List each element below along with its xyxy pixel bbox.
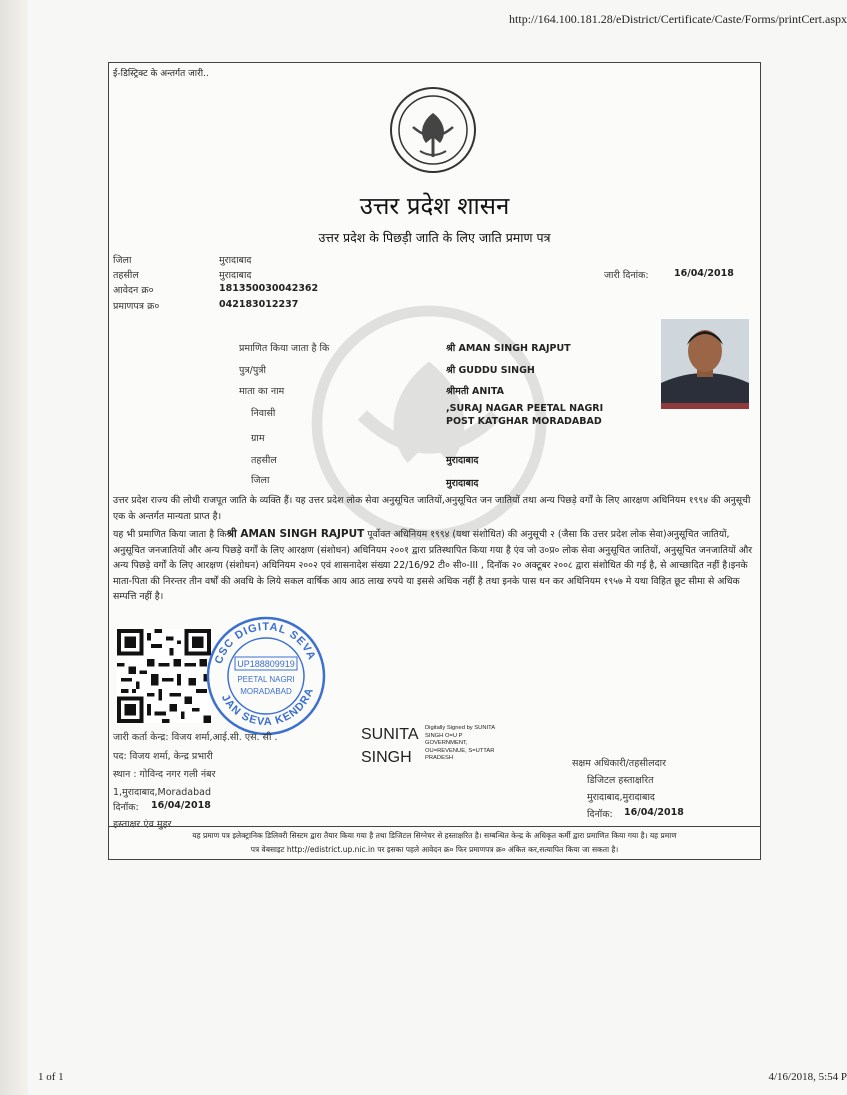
up-emblem-icon: [388, 85, 478, 175]
officer-date: 16/04/2018: [624, 807, 684, 818]
digital-sign-line: OU=REVENUE, S=UTTAR: [425, 747, 495, 754]
certificate-title: उत्तर प्रदेश के पिछड़ी जाति के लिए जाति प्रमाण पत्र: [318, 230, 551, 245]
officer-place: मुरादाबाद,मुरादाबाद: [587, 792, 655, 803]
stamp-bottom-text: JAN SEVA KENDRA: [218, 685, 317, 729]
digital-sign-line: SINGH O=U P: [425, 732, 463, 739]
detail-label: पुत्र/पुत्री: [239, 365, 266, 376]
certificate: [108, 62, 761, 860]
meta-label: आवेदन क्र०: [113, 285, 154, 296]
detail-label: ग्राम: [251, 433, 265, 444]
print-datetime: 4/16/2018, 5:54 P: [768, 1071, 847, 1083]
detail-label: जिला: [251, 475, 270, 486]
address-line-1: ,SURAJ NAGAR PEETAL NAGRI: [446, 403, 604, 414]
qr-code-icon: [117, 629, 211, 723]
issued-under-text: ई-डिस्ट्रिक्ट के अन्तर्गत जारी..: [113, 69, 209, 79]
issuer-date: 16/04/2018: [151, 800, 211, 811]
csc-seal-stamp: [205, 615, 327, 737]
page-left-shadow: [0, 0, 28, 1095]
stamp-line2: PEETAL NAGRI: [237, 675, 295, 684]
para2-body: पूर्वोक्त अधिनियम १९९४ (यथा संशोधित) की अनुसूची २ (जैसा कि उत्तर प्रदेश लोक सेवा)अनुसूचित जातियों, अनुसूचित जनजातियों और अन्य पिछड़े वर्गों के लिए आरक्षण (संशोधन) अधिनियम २००१ द्वारा प्रतिस्थापित किया गया है एंव जो उ०प्र० लोक सेवा अनुसूचित जातियों, अनुसूचित जनजातियों और अन्य पिछड़े वर्गों के लिए आरक्षण (संशोधन) अधिनियम २००२ एवं शासनादेश संख्या 22/16/92 टी० सी०-III , दिनॉक २० अक्टूबर २००८ द्वारा संशोधित की गई है, से आच्छादित नहीं है।इनके माता-पिता की निरन्तर तीन वर्षों की अवधि के लिये सकल वार्षिक आय आठ लाख रुपये या इससे अधिक नहीं है तथा इनके पास धन कर अधिनियम १९५७ मे यथा विहित छूट सीमा से अधिक सम्पत्ति नहीं है।: [113, 529, 753, 602]
detail-label: तहसील: [251, 455, 277, 466]
meta-label: जिला: [113, 255, 132, 266]
stamp-code: UP188809919: [237, 659, 295, 669]
mother-name: श्रीमती ANITA: [446, 386, 504, 397]
footer-line-2: पत्र वेबसाइट http://edistrict.up.nic.in पर इसका पहले आवेदन क्र० फिर प्रमाणपत्र क्र० अंकित कर,सत्यापित किया जा सकता है।: [250, 845, 619, 854]
officer-sign: डिजिटल हस्ताक्षरित: [587, 775, 654, 786]
govt-title: उत्तर प्रदेश शासन: [359, 192, 510, 220]
meta-label: तहसील: [113, 270, 139, 281]
stamp-line3: MORADABAD: [240, 687, 292, 696]
officer-title: सक्षम अधिकारी/तहसीलदार: [572, 758, 666, 769]
footer-divider: [109, 826, 760, 827]
issuer-sign-label: हस्ताक्षर एंव मुहर: [113, 819, 172, 830]
detail-label: माता का नाम: [239, 386, 285, 397]
digital-sign-name-1: SUNITA: [361, 726, 419, 743]
officer-date-label: दिनॉक:: [587, 809, 613, 820]
issuer-place2: 1,मुरादाबाद,Moradabad: [113, 787, 212, 798]
father-name: श्री GUDDU SINGH: [446, 365, 535, 376]
address-line-2: POST KATGHAR MORADABAD: [446, 416, 602, 427]
digital-sign-details: [425, 725, 495, 763]
applicant-photo: [661, 319, 749, 409]
application-number: 181350030042362: [219, 283, 319, 294]
page-url: http://164.100.181.28/eDistrict/Certificate/Caste/Forms/printCert.aspx: [509, 12, 847, 26]
meta-value: मुरादाबाद: [219, 255, 252, 266]
issuer-place: स्थान : गोविन्द नगर गली नंबर: [113, 769, 216, 780]
digital-sign-line: PRADESH: [425, 755, 454, 762]
detail-label: प्रमाणित किया जाता है कि: [239, 343, 330, 354]
digital-sign-name-2: SINGH: [361, 749, 412, 766]
meta-value: मुरादाबाद: [219, 270, 252, 281]
para2-prefix: यह भी प्रमाणित किया जाता है कि: [113, 529, 227, 540]
para2-name: श्री AMAN SINGH RAJPUT: [226, 528, 365, 540]
person-photo-icon: [661, 319, 749, 409]
meta-label: प्रमाणपत्र क्र०: [113, 301, 160, 312]
issue-date: 16/04/2018: [674, 268, 734, 279]
issue-date-label: जारी दिनांक:: [604, 270, 649, 281]
certificate-number: 042183012237: [219, 299, 299, 310]
detail-tehsil: मुरादाबाद: [446, 455, 479, 466]
detail-label: निवासी: [251, 408, 276, 419]
issuer-date-label: दिनॉक:: [113, 802, 139, 813]
digital-sign-line: GOVERNMENT,: [425, 740, 468, 747]
stamp-top-text: CSC DIGITAL SEVA: [212, 620, 318, 666]
issuer-centre: जारी कर्ता केन्द्र: विजय शर्मा,आई.सी. एस. सी .: [113, 732, 278, 743]
digital-sign-line: Digitally Signed by SUNITA: [425, 725, 496, 731]
paragraph-caste: उत्तर प्रदेश राज्य की लोधी राजपूत जाति के व्यक्ति हैं। यह उत्तर प्रदेश लोक सेवा अनुसूचित जातियों,अनुसूचित जन जातियों तथा अन्य पिछड़े वर्गों के लिए आरक्षण अधिनियम १९९४ की अनुसूची एक के अन्तर्गत मान्यता प्राप्त है।: [113, 495, 751, 522]
applicant-name: श्री AMAN SINGH RAJPUT: [446, 343, 571, 354]
paragraph-certification: [113, 527, 756, 605]
footer-line-1: यह प्रमाण पत्र इलेक्ट्रानिक डिलिवरी सिस्टम द्वारा तैयार किया गया है तथा डिजिटल सिग्नेचर से हस्ताक्षरित है। सम्बन्धित केन्द्र के अधिकृत कर्मी द्वारा प्रमाणित किया गया है। यह प्रमाण: [192, 831, 677, 840]
issuer-post: पद: विजय शर्मा, केन्द्र प्रभारी: [113, 751, 213, 762]
page-count: 1 of 1: [38, 1071, 64, 1083]
detail-district: मुरादाबाद: [446, 478, 479, 489]
